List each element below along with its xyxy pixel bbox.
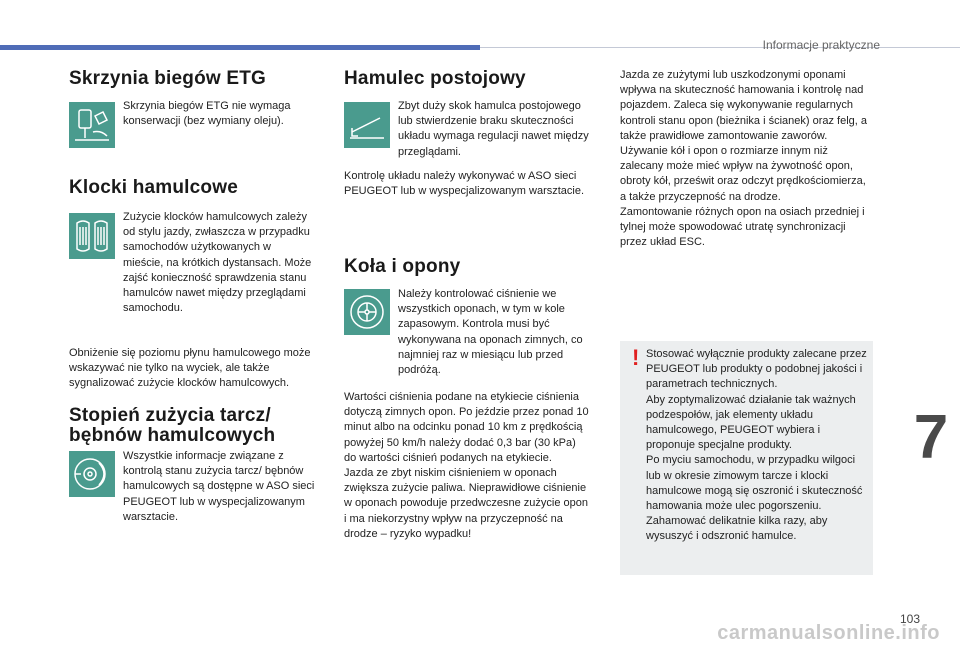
parking-brake-lever-icon: [344, 102, 390, 148]
right-column-text: Jazda ze zużytymi lub uszkodzonymi oponami wpływa na skuteczność hamowania i kontrolę nad pojazdem. Zaleca się wykonywanie regularnych kontroli stanu opon (bieżnika i ścianek) oraz felg, a także prawidłowe zamontowanie zaworów. Używanie kół i opon o rozmiarze innym niż zalecany może mieć wpływ na żywotność opon, obroty kół, prześwit oraz odczyt prędkościomierza, a także przyczepność na drodze. Zamontowanie różnych opon na osiach przedniej i tylnej może spowodować utratę synchronizacji przez układ ESC.: [620, 69, 868, 249]
warning-mark: !: [632, 345, 640, 370]
gearbox-service-icon: [69, 102, 115, 148]
parking-brake-heading: Hamulec postojowy: [344, 68, 526, 89]
tyres-body: Wartości ciśnienia podane na etykiecie ciśnienia dotyczą zimnych opon. Po jeździe przez ponad 10 minut albo na odcinku ponad 10 km z prędkością powyżej 50 km/h należy dodać 0,3 bar (30 kPa) do wartości ciśnień podanych na etykiecie. Jazda ze zbyt niskim ciśnieniem w oponach zwiększa zużycie paliwa. Nieprawidłowe ciśnienie w oponach powoduje przedwczesne zużycie opon i ma niekorzystny wpływ na przyczepność na drodze – ryzyko wypadku!: [344, 391, 589, 540]
brake-pads-text: Zużycie klocków hamulcowych zależy od stylu jazdy, zwłaszcza w przypadku samochodów użytkowanych w mieście, na krótkich dystansach. Może zajść konieczność sprawdzenia stanu hamulców nawet między przeglądami samochodu.: [123, 211, 312, 315]
chapter-number: 7: [913, 403, 949, 472]
parking-brake-body: Kontrolę układu należy wykonywać w ASO sieci PEUGEOT lub w wyspecjalizowanym warsztacie.: [344, 170, 585, 198]
discs-heading-line2: bębnów hamulcowych: [69, 425, 276, 446]
brake-pads-icon: [69, 213, 115, 259]
tyres-heading: Koła i opony: [344, 256, 461, 277]
etg-text: Skrzynia biegów ETG nie wymaga konserwacji (bez wymiany oleju).: [123, 100, 291, 128]
etg-heading: Skrzynia biegów ETG: [69, 68, 267, 89]
header-divider: [480, 47, 960, 48]
warning-text: Stosować wyłącznie produkty zalecane przez PEUGEOT lub produkty o podobnej jakości i parametrach technicznych. Aby zoptymalizować działanie tak ważnych podzespołów, jak elementy układu hamulcowego, PEUGEOT wybiera i proponuje specjalne produkty. Po myciu samochodu, w przypadku wilgoci lub w okresie zimowym tarcze i klocki hamulcowe mogą się oszronić i skuteczność hamowania może ulec pogorszeniu. Zahamować delikatnie kilka razy, aby wysuszyć i odszronić hamulce.: [646, 348, 867, 543]
watermark: carmanualsonline.info: [717, 622, 940, 644]
parking-brake-text: Zbyt duży skok hamulca postojowego lub stwierdzenie braku skuteczności układu wymaga regulacji nawet między przeglądami.: [398, 100, 589, 158]
section-title: Informacje praktyczne: [762, 38, 880, 52]
brake-pads-heading: Klocki hamulcowe: [69, 177, 238, 198]
page-number: 103: [900, 612, 921, 626]
discs-text: Wszystkie informacje związane z kontrolą stanu zużycia tarcz/ bębnów hamulcowych są dostępne w ASO sieci PEUGEOT lub w wyspecjalizowanym warsztacie.: [123, 450, 315, 523]
discs-heading-line1: Stopień zużycia tarcz/: [69, 405, 271, 426]
brake-pads-body: Obniżenie się poziomu płynu hamulcowego może wskazywać nie tylko na wyciek, ale także sygnalizować zużycie klocków hamulcowych.: [69, 347, 311, 390]
tyres-text: Należy kontrolować ciśnienie we wszystkich oponach, w tym w kole zapasowym. Kontrola musi być wykonywana na oponach zimnych, co najmniej raz w miesiącu lub przed podróżą.: [398, 288, 583, 377]
brake-disc-icon: [69, 451, 115, 497]
tyre-icon: [344, 289, 390, 335]
header-accent-bar: [0, 45, 480, 50]
